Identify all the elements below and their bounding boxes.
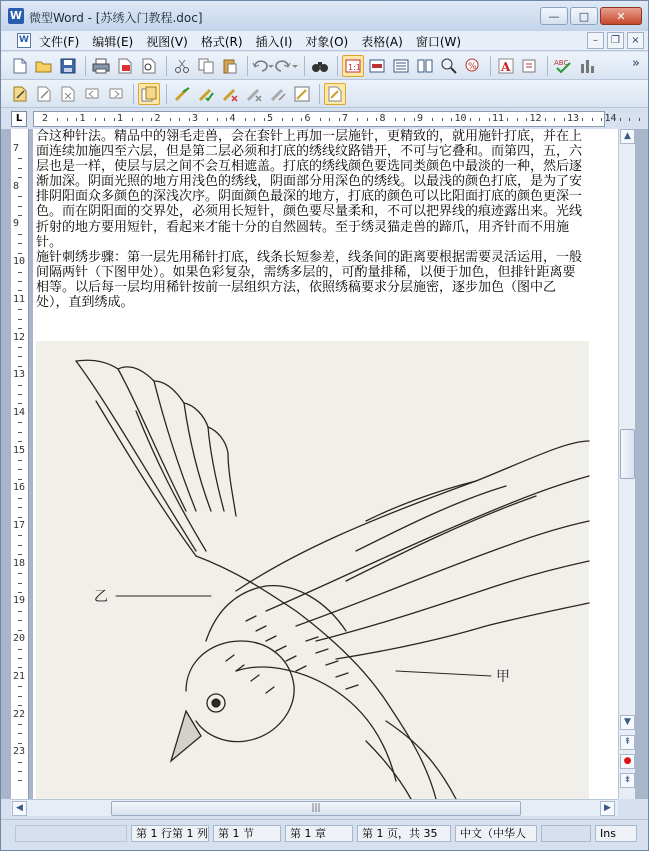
- edit-document-icon[interactable]: [9, 83, 31, 105]
- vertical-ruler-number: 20: [13, 633, 26, 645]
- vertical-ruler-number: 15: [13, 444, 26, 456]
- vertical-ruler-number: 18: [13, 557, 26, 569]
- doc-close-button[interactable]: ×: [627, 32, 644, 49]
- vertical-ruler-number: 12: [13, 331, 26, 343]
- ruler-tick: [217, 118, 218, 121]
- status-language[interactable]: 中文（中华人: [455, 825, 537, 842]
- status-chapter: 第 1 章: [285, 825, 353, 842]
- ruler-tick: [282, 118, 283, 121]
- page-width-icon[interactable]: [366, 55, 388, 77]
- comment-note-icon[interactable]: [291, 83, 313, 105]
- reject-all-icon[interactable]: [243, 83, 265, 105]
- document-page[interactable]: [33, 129, 618, 799]
- paragraph: 施针刺绣步骤：第一层先用稀针打底，线条长短参差，线条间的距离要根据需要灵活运用，一般间隔两针（下图甲处）。如果色彩复杂，需绣多层的，可酌量排稀，以便于加色，但排针距离要相等。以后每一层均用稀针按前一层组织方法，依照绣稿要求分层施密，逐步加色（图中乙处），直到绣成。: [36, 249, 583, 311]
- vertical-ruler-number: 17: [13, 520, 26, 531]
- minimize-button[interactable]: —: [540, 7, 568, 25]
- ruler-tick: [132, 118, 133, 121]
- whole-page-icon[interactable]: [390, 55, 412, 77]
- vertical-ruler-number: 22: [13, 708, 26, 720]
- ruler-tick: [189, 118, 190, 121]
- delete-comment-icon[interactable]: [57, 83, 79, 105]
- toolbar-separator: [133, 84, 134, 104]
- accept-all-icon[interactable]: [195, 83, 217, 105]
- vertical-ruler-tick: [18, 535, 22, 536]
- vertical-ruler-number: 21: [13, 670, 26, 682]
- vertical-ruler-number: 7: [13, 143, 20, 154]
- close-button[interactable]: ✕: [600, 7, 642, 25]
- redo-icon[interactable]: [276, 55, 298, 77]
- vertical-ruler-tick: [18, 545, 22, 546]
- next-page-icon[interactable]: ⇟: [620, 773, 635, 788]
- vertical-ruler-tick: [18, 243, 22, 244]
- menu-edit[interactable]: 编辑(E): [92, 35, 134, 49]
- ruler-number: 2: [42, 113, 49, 124]
- vertical-ruler-tick: [18, 620, 22, 621]
- scroll-left-arrow-icon[interactable]: ◀: [12, 801, 27, 816]
- ruler-tick: [142, 118, 143, 121]
- vertical-ruler-tick: [18, 441, 22, 442]
- ruler-number: 10: [454, 113, 467, 124]
- copy-icon[interactable]: [195, 55, 217, 77]
- vertical-ruler-tick: [18, 517, 22, 518]
- ruler-tick: [601, 118, 602, 121]
- vertical-ruler-number: 19: [13, 595, 26, 607]
- ruler-tick: [114, 118, 115, 121]
- accept-change-icon[interactable]: [171, 83, 193, 105]
- ruler-number: 6: [304, 113, 311, 124]
- toolbar-separator: [166, 56, 167, 76]
- ruler-number: 1: [79, 113, 86, 124]
- ruler-tick: [95, 118, 96, 121]
- ruler-tick: [404, 118, 405, 121]
- vertical-ruler-number: 9: [13, 218, 20, 230]
- status-blank: [15, 825, 127, 842]
- vertical-ruler-tick: [18, 215, 22, 216]
- vertical-ruler-tick: [18, 394, 22, 395]
- vertical-ruler-tick: [18, 658, 22, 659]
- ruler-tick: [57, 118, 58, 121]
- print-icon[interactable]: [90, 55, 112, 77]
- svg-text:A: A: [501, 60, 511, 74]
- ruler-tick: [254, 118, 255, 121]
- ruler-tick: [395, 118, 396, 121]
- standard-toolbar: [1, 52, 648, 80]
- ruler-tick: [564, 118, 565, 121]
- title-bar[interactable]: [1, 1, 648, 31]
- page-view-icon[interactable]: [342, 55, 364, 77]
- vertical-ruler-number: 11: [13, 293, 26, 305]
- ruler-row: [1, 109, 648, 129]
- status-spacer: [541, 825, 591, 842]
- open-folder-icon[interactable]: [33, 55, 55, 77]
- vertical-ruler-tick: [18, 780, 22, 781]
- ruler-tick: [545, 118, 546, 121]
- vertical-ruler-tick: [18, 583, 22, 584]
- toolbar-separator: [490, 56, 491, 76]
- previous-page-icon[interactable]: ⇞: [620, 735, 635, 750]
- ruler-tick: [517, 118, 518, 121]
- ruler-tick: [414, 118, 415, 121]
- zoom-icon[interactable]: [438, 55, 460, 77]
- vertical-ruler-number: 14: [13, 406, 26, 418]
- vertical-ruler-tick: [18, 168, 22, 169]
- ruler-tick: [451, 118, 452, 121]
- vertical-ruler-tick: [18, 253, 22, 254]
- ruler-tick: [292, 118, 293, 121]
- status-insert-mode[interactable]: Ins: [595, 825, 637, 842]
- reviewing-pane-icon[interactable]: [324, 83, 346, 105]
- vertical-ruler-tick: [18, 630, 22, 631]
- ruler-number: 9: [417, 113, 424, 124]
- ruler-number: 14: [604, 113, 617, 124]
- vertical-ruler-tick: [18, 479, 22, 480]
- menu-insert[interactable]: 插入(I): [255, 35, 293, 49]
- vertical-ruler-tick: [18, 611, 22, 612]
- vertical-ruler-tick: [18, 460, 22, 461]
- vertical-ruler-tick: [18, 290, 22, 291]
- ruler-tick: [639, 118, 640, 121]
- ruler-tick: [367, 118, 368, 121]
- ruler-tick: [629, 118, 630, 121]
- toolbar-separator: [319, 84, 320, 104]
- menu-window[interactable]: 窗口(W): [415, 35, 462, 49]
- vertical-ruler-number: 10: [13, 256, 26, 268]
- cut-icon[interactable]: [171, 55, 193, 77]
- vertical-ruler-tick: [18, 573, 22, 574]
- menu-file[interactable]: 文件(F): [39, 35, 80, 49]
- review-pen-icon[interactable]: [33, 83, 55, 105]
- zoom-percent-icon[interactable]: [462, 55, 484, 77]
- ruler-number: 12: [529, 113, 542, 124]
- ruler-tick: [339, 118, 340, 121]
- vertical-ruler-tick: [18, 309, 22, 310]
- ruler-number: 5: [267, 113, 274, 124]
- vertical-ruler-tick: [18, 696, 22, 697]
- ruler-tick: [329, 118, 330, 121]
- ruler-tick: [320, 118, 321, 121]
- save-icon[interactable]: [57, 55, 79, 77]
- undo-icon[interactable]: [252, 55, 274, 77]
- label-jia: 甲: [496, 669, 510, 685]
- body-text[interactable]: [36, 129, 586, 310]
- next-comment-icon[interactable]: [105, 83, 127, 105]
- svg-text:%: %: [468, 62, 477, 72]
- ruler-tick: [357, 118, 358, 121]
- vertical-ruler-tick: [18, 206, 22, 207]
- ruler-tick: [207, 118, 208, 121]
- ruler-number: 1: [117, 113, 124, 124]
- ruler-tick: [479, 118, 480, 121]
- highlight-pen-icon[interactable]: [267, 83, 289, 105]
- vertical-ruler-tick: [18, 319, 22, 320]
- ruler-tick: [301, 118, 302, 121]
- maximize-button[interactable]: □: [570, 7, 598, 25]
- vertical-ruler-tick: [18, 724, 22, 725]
- toolbar-separator: [547, 56, 548, 76]
- vertical-ruler-tick: [18, 469, 22, 470]
- ruler-tick: [592, 118, 593, 121]
- ruler-tick: [526, 118, 527, 121]
- revision-toolbar: [1, 80, 648, 108]
- menu-bar: [1, 31, 648, 51]
- ruler-tick: [554, 118, 555, 121]
- ruler-tick: [104, 118, 105, 121]
- vertical-ruler-tick: [18, 158, 22, 159]
- svg-text:ABC: ABC: [554, 59, 569, 67]
- paste-icon[interactable]: [219, 55, 241, 77]
- scroll-right-arrow-icon[interactable]: ▶: [600, 801, 615, 816]
- ruler-number: 11: [492, 113, 505, 124]
- document-area: [1, 129, 648, 799]
- menu-format[interactable]: 格式(R): [200, 35, 243, 49]
- vertical-ruler-tick: [18, 432, 22, 433]
- toolbar-overflow-icon[interactable]: »: [632, 56, 640, 71]
- select-browse-object-icon[interactable]: ●: [620, 754, 635, 769]
- find-binoculars-icon[interactable]: [309, 55, 331, 77]
- format-painter-icon[interactable]: [519, 55, 541, 77]
- vertical-ruler-number: 13: [13, 369, 26, 381]
- vertical-ruler-number: 23: [13, 746, 26, 758]
- ruler-tick: [489, 118, 490, 121]
- bird-sketch-image: [36, 341, 589, 799]
- vertical-ruler-tick: [18, 762, 22, 763]
- word-count-icon[interactable]: [576, 55, 598, 77]
- status-page: 第 1 页，共 35: [357, 825, 451, 842]
- ruler-tick: [245, 118, 246, 121]
- horizontal-scrollbar[interactable]: [11, 799, 618, 816]
- vertical-ruler-tick: [18, 281, 22, 282]
- toolbar-separator: [304, 56, 305, 76]
- ruler-tick: [376, 118, 377, 121]
- scroll-up-arrow-icon[interactable]: ▲: [620, 129, 635, 144]
- vertical-ruler-tick: [18, 649, 22, 650]
- toolbar-separator: [247, 56, 248, 76]
- track-changes-icon[interactable]: [138, 83, 160, 105]
- vertical-ruler-tick: [18, 347, 22, 348]
- ruler-number: 13: [567, 113, 580, 124]
- vertical-ruler-tick: [18, 592, 22, 593]
- doc-restore-button[interactable]: ❐: [607, 32, 624, 49]
- ruler-tick: [620, 118, 621, 121]
- status-position: 第 1 行第 1 列: [131, 825, 209, 842]
- word-app-icon: W: [9, 9, 23, 22]
- ruler-number: 4: [229, 113, 236, 124]
- ruler-tick: [432, 118, 433, 121]
- toolbar-separator: [85, 56, 86, 76]
- svg-text:1:1: 1:1: [348, 63, 361, 72]
- ruler-tick: [226, 118, 227, 121]
- new-document-icon[interactable]: [9, 55, 31, 77]
- vertical-ruler-tick: [18, 366, 22, 367]
- embroidery-bird-illustration[interactable]: [36, 341, 589, 799]
- window-title: 微型Word - [苏绣入门教程.doc]: [29, 11, 203, 25]
- vertical-ruler-number: 16: [13, 482, 26, 494]
- ruler-tick: [264, 118, 265, 121]
- export-pdf-icon[interactable]: [114, 55, 136, 77]
- menu-table[interactable]: 表格(A): [361, 35, 403, 49]
- ruler-number: 3: [192, 113, 199, 124]
- vertical-ruler-tick: [18, 422, 22, 423]
- ruler-tick: [179, 118, 180, 121]
- toolbar-separator: [166, 84, 167, 104]
- tab-stop-selector[interactable]: L: [11, 111, 27, 127]
- ruler-tick: [470, 118, 471, 121]
- vertical-ruler-tick: [18, 733, 22, 734]
- status-section: 第 1 节: [213, 825, 281, 842]
- ruler-number: 7: [342, 113, 349, 124]
- vertical-ruler-tick: [18, 498, 22, 499]
- vertical-ruler-tick: [18, 196, 22, 197]
- ruler-tick: [76, 118, 77, 121]
- vertical-ruler-tick: [18, 272, 22, 273]
- vertical-ruler-tick: [18, 507, 22, 508]
- two-pages-icon[interactable]: [414, 55, 436, 77]
- vertical-ruler-tick: [18, 328, 22, 329]
- ruler-tick: [582, 118, 583, 121]
- vertical-ruler-tick: [18, 356, 22, 357]
- vertical-ruler-number: 8: [13, 180, 20, 192]
- menu-view[interactable]: 视图(V): [146, 35, 188, 49]
- ruler-number: 8: [379, 113, 386, 124]
- vertical-ruler[interactable]: [11, 129, 29, 799]
- vertical-ruler-tick: [18, 234, 22, 235]
- scroll-down-arrow-icon[interactable]: ▼: [620, 715, 635, 730]
- ruler-number: 2: [154, 113, 161, 124]
- previous-comment-icon[interactable]: [81, 83, 103, 105]
- vertical-ruler-tick: [18, 743, 22, 744]
- vertical-ruler-tick: [18, 667, 22, 668]
- doc-minimize-button[interactable]: –: [587, 32, 604, 49]
- ruler-tick: [442, 118, 443, 121]
- status-bar: [1, 819, 648, 850]
- horizontal-ruler[interactable]: [33, 111, 617, 127]
- reject-change-icon[interactable]: [219, 83, 241, 105]
- vertical-ruler-tick: [18, 403, 22, 404]
- document-icon[interactable]: W: [17, 33, 31, 48]
- ruler-tick: [170, 118, 171, 121]
- vertical-ruler-tick: [18, 686, 22, 687]
- vertical-ruler-tick: [18, 177, 22, 178]
- print-preview-icon[interactable]: [138, 55, 160, 77]
- vertical-scrollbar[interactable]: [618, 129, 635, 799]
- paragraph: 合这种针法。精品中的翎毛走兽，会在套针上再加一层施针，更精致的，就用施针打底，并在上面连续加施四至六层，但是第二层必须和打底的绣线纹路错开，不可与它叠和。而第四，五，六层也是一样，使层与层之间不会互相遮盖。打底的绣线颜色要选同类颜色中最淡的一种，然后逐渐加深。阴面光照的地方用浅色的绣线，阴面部分用深色的绣线。以最浅的颜色打底，是为了安排阴阳面众多颜色的深浅次序。阴面颜色最深的地方，打底的颜色可以比阳面打底的颜色更深一色。而在阴阳面的交界处，必须用长短针，颜色要尽量柔和，不可以把界线的痕迹露出来。光线折射的地方要用短针，看起来才能十分的自然圆转。至于绣灵猫走兽的蹄爪，用齐针而不用施针。: [36, 129, 583, 250]
- menu-object[interactable]: 对象(O): [305, 35, 349, 49]
- label-yi: 乙: [94, 589, 108, 605]
- vertical-ruler-tick: [18, 554, 22, 555]
- vertical-ruler-tick: [18, 385, 22, 386]
- vertical-ruler-tick: [18, 705, 22, 706]
- spell-check-icon[interactable]: [552, 55, 574, 77]
- vertical-ruler-tick: [18, 771, 22, 772]
- font-color-icon[interactable]: [495, 55, 517, 77]
- ruler-tick: [67, 118, 68, 121]
- ruler-tick: [507, 118, 508, 121]
- ruler-tick: [151, 118, 152, 121]
- vertical-scroll-thumb[interactable]: [620, 429, 635, 479]
- horizontal-scroll-thumb[interactable]: |||: [111, 801, 521, 816]
- toolbar-separator: [337, 56, 338, 76]
